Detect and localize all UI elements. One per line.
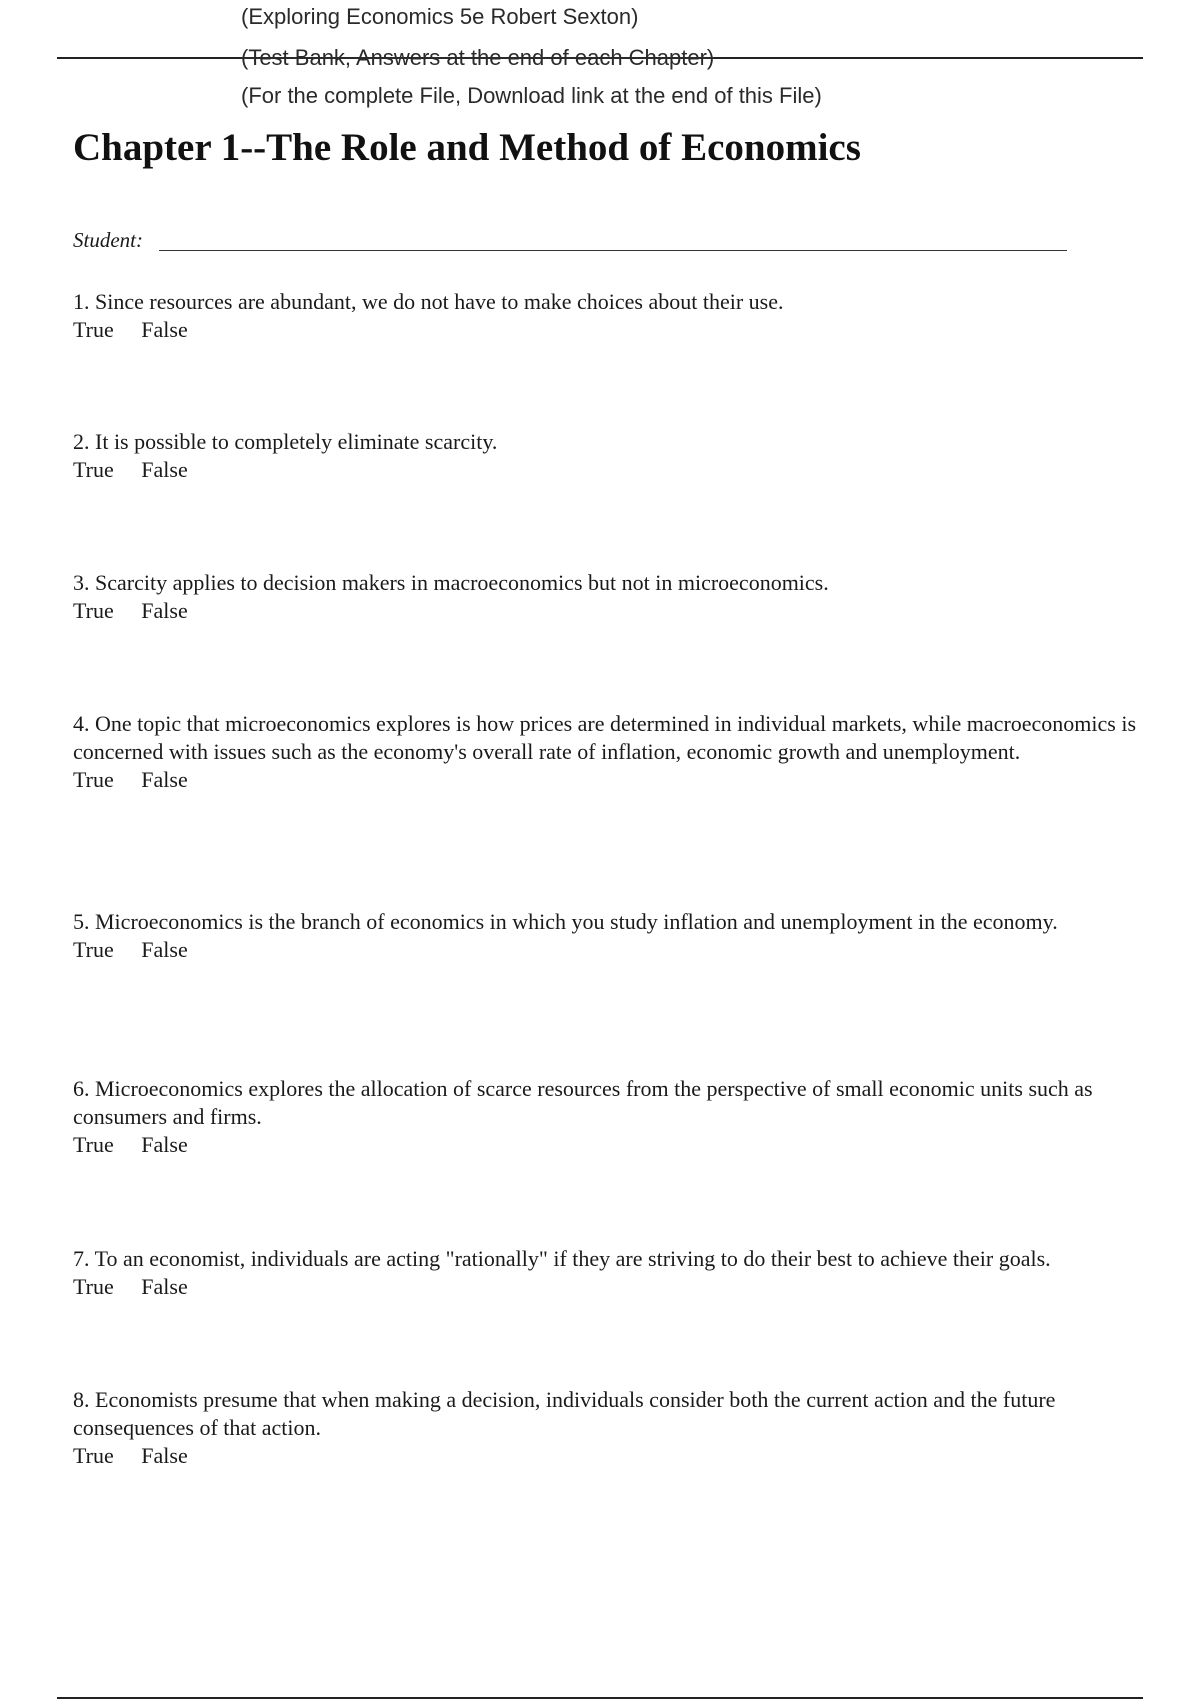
answer-options [73, 597, 1153, 625]
question-8 [73, 1386, 1153, 1470]
student-name-line [159, 250, 1067, 251]
header-download-note: (For the complete File, Download link at the end of this File) [241, 83, 822, 108]
answer-true: True [73, 767, 114, 792]
chapter-title: Chapter 1--The Role and Method of Economics [73, 126, 861, 169]
footer-divider [57, 1697, 1143, 1699]
question-text: 5. Microeconomics is the branch of economics in which you study inflation and unemployment in the economy. [73, 909, 1058, 934]
answer-options [73, 766, 1153, 794]
answer-true: True [73, 1443, 114, 1468]
student-label: Student: [73, 228, 143, 252]
answer-true: True [73, 457, 114, 482]
question-text: 3. Scarcity applies to decision makers in macroeconomics but not in microeconomics. [73, 570, 829, 595]
document-header [0, 0, 1200, 110]
answer-options [73, 1442, 1153, 1470]
answer-options [73, 456, 1153, 484]
answer-true: True [73, 317, 114, 342]
question-text: 2. It is possible to completely eliminate scarcity. [73, 429, 498, 454]
answer-true: True [73, 598, 114, 623]
question-3 [73, 569, 1153, 625]
question-2 [73, 428, 1153, 484]
answer-false: False [141, 1274, 188, 1299]
question-4 [73, 710, 1153, 794]
answer-false: False [141, 767, 188, 792]
answer-options [73, 1273, 1153, 1301]
question-text: 4. One topic that microeconomics explores is how prices are determined in individual markets, while macroeconomics is concerned with issues such as the economy's overall rate of inflation, economic growth and unemployment. [73, 711, 1137, 764]
answer-options [73, 316, 1153, 344]
question-1 [73, 288, 1153, 344]
question-7 [73, 1245, 1153, 1301]
answer-false: False [141, 1443, 188, 1468]
answer-options [73, 1131, 1153, 1159]
answer-false: False [141, 317, 188, 342]
answer-true: True [73, 937, 114, 962]
answer-true: True [73, 1274, 114, 1299]
answer-false: False [141, 457, 188, 482]
answer-options [73, 936, 1153, 964]
header-book-title: (Exploring Economics 5e Robert Sexton) [241, 4, 639, 29]
question-text: 1. Since resources are abundant, we do not have to make choices about their use. [73, 289, 784, 314]
answer-false: False [141, 1132, 188, 1157]
student-name-row [73, 226, 1067, 256]
answer-false: False [141, 937, 188, 962]
answer-false: False [141, 598, 188, 623]
question-6 [73, 1075, 1153, 1159]
header-test-bank-note: (Test Bank, Answers at the end of each Chapter) [241, 45, 715, 70]
question-5 [73, 908, 1153, 964]
question-text: 6. Microeconomics explores the allocation of scarce resources from the perspective of small economic units such as consumers and firms. [73, 1076, 1093, 1129]
question-text: 8. Economists presume that when making a decision, individuals consider both the current action and the future consequences of that action. [73, 1387, 1056, 1440]
answer-true: True [73, 1132, 114, 1157]
question-text: 7. To an economist, individuals are acting "rationally" if they are striving to do their best to achieve their goals. [73, 1246, 1051, 1271]
